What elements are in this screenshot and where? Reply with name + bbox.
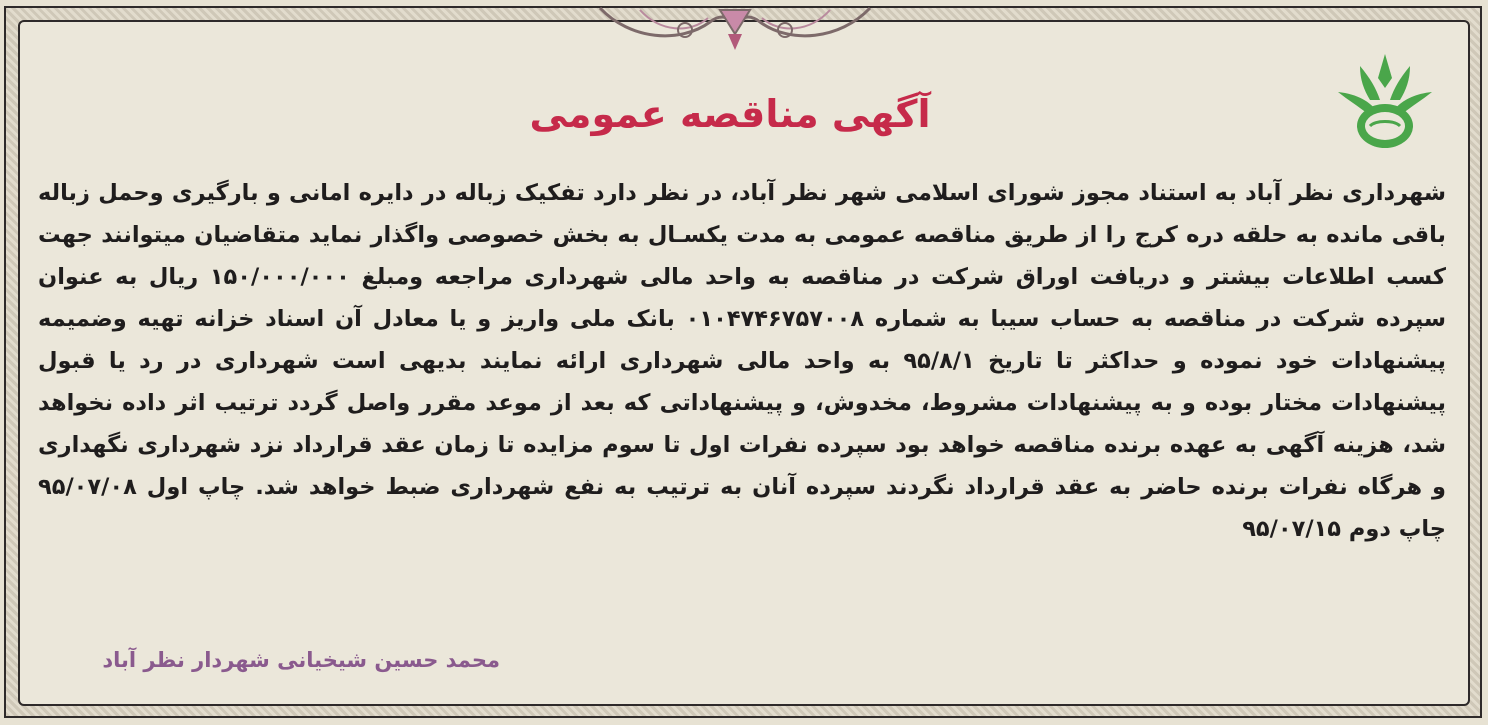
decorative-ornament-icon bbox=[590, 0, 880, 62]
municipality-emblem-icon bbox=[1330, 48, 1440, 158]
notice-body: شهرداری نظر آباد به استناد مجوز شورای اسلامی شهر نظر آباد، در نظر دارد تفکیک زباله در دایره امانی و بارگیری وحمل زباله باقی مانده به حلقه دره کرج را از طریق مناقصه عمومی به مدت یکسـال به بخش خصوصی واگذار نماید متقاضیان میتوانند جهت کسب اطلاعات بیشتر و دریافت اوراق شرکت در مناقصه به واحد مالی شهرداری مراجعه ومبلغ ۱۵۰/۰۰۰/۰۰۰ ریال به عنوان سپرده شرکت در مناقصه به حساب سیبا به شماره ۰۱۰۴۷۴۶۷۵۷۰۰۸ بانک ملی واریز و یا معادل آن اسناد خزانه تهیه وضمیمه پیشنهادات خود نموده و حداکثر تا تاریخ ۹۵/۸/۱ به واحد مالی شهرداری ارائه نمایند بدیهی است شهرداری در رد یا قبول پیشنهادات مختار بوده و به پیشنهادات مشروط، مخدوش، و پیشنهاداتی که بعد از موعد مقرر واصل گردد ترتیب اثر داده نخواهد شد، هزینه آگهی به عهده برنده مناقصه خواهد بود سپرده نفرات اول تا سوم مزایده تا زمان عقد قرارداد نزد شهرداری نگهداری و هرگاه نفرات برنده حاضر به عقد قرارداد نگردند سپرده آنان به ترتیب به نفع شهرداری ضبط خواهد شد. چاپ اول ۹۵/۰۷/۰۸ چاپ دوم ۹۵/۰۷/۱۵ bbox=[38, 180, 1446, 542]
mayor-signature: محمد حسین شیخیانی شهردار نظر آباد bbox=[102, 648, 500, 672]
notice-title: آگهی مناقصه عمومی bbox=[529, 92, 931, 136]
